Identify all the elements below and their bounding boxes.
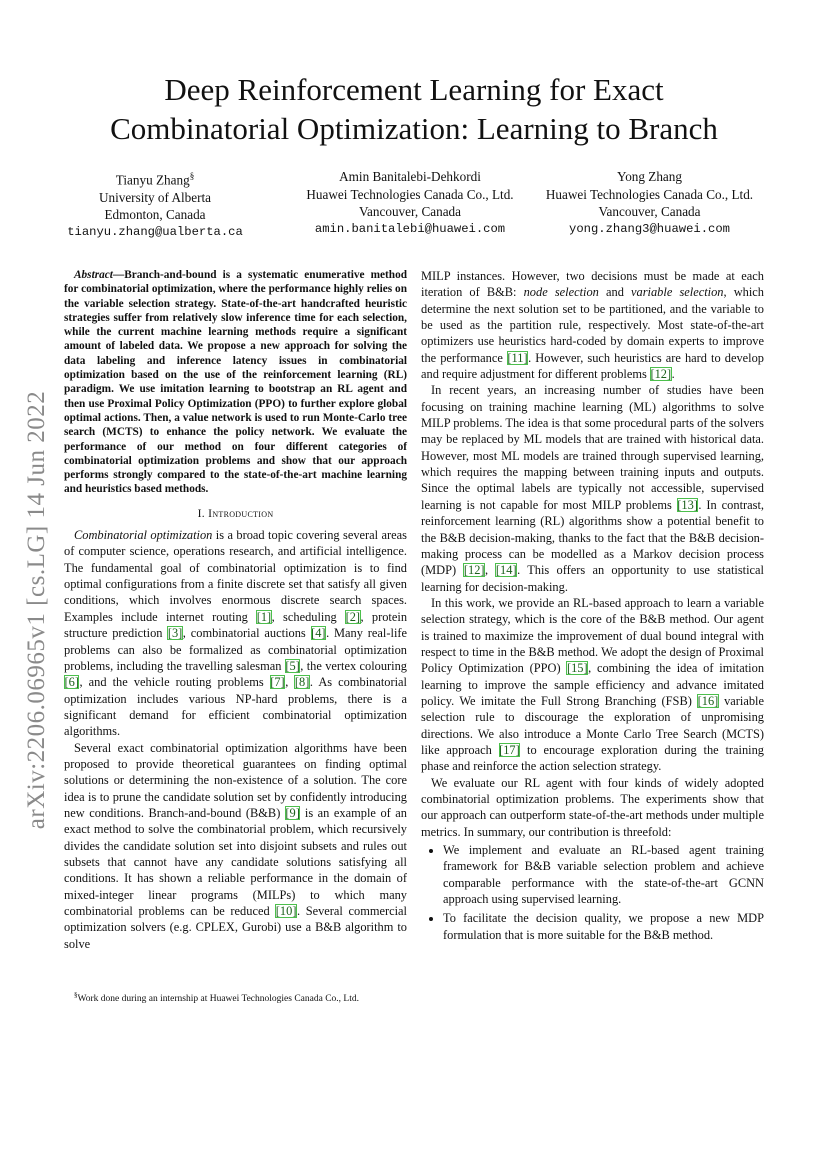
citation-link[interactable]: [10] xyxy=(275,904,297,918)
title-line-2: Combinatorial Optimization: Learning to Branch xyxy=(110,111,718,146)
left-column xyxy=(64,268,407,952)
abstract-text: —Branch-and-bound is a systematic enumerative method for combinatorial optimization, where the performance highly relies on the variable selection strategy. State-of-the-art handcrafted heuristic strategies suffer from relatively slow inference time for each selection, while the current machine learning methods require a significant amount of labeled data. We propose a new approach for solving the data labeling and inference latency issues in combinatorial optimization based on the use of the reinforcement learning (RL) paradigm. We use imitation learning to bootstrap an RL agent and then use Proximal Policy Optimization (PPO) to further explore global optimal actions. Then, a value network is used to run Monte-Carlo tree search (MCTS) to enhance the policy network. We evaluate the performance of our method on four different categories of combinatorial optimization problems and show that our approach performs strongly compared to the state-of-the-art machine learning and heuristics based methods. xyxy=(64,269,407,496)
intro-paragraph-4: In recent years, an increasing number of studies have been focusing on training machine learning (ML) algorithms to solve MILP problems. The idea is that some procedural parts of the solvers may be replaced by ML models that are trained with historical data. However, most ML models are trained through supervised learning, which requires the mapping between training inputs and outputs. Since the optimal labels are typically not accessible, supervised learning is not capable for most MILP problems [13]. In contrast, reinforcement learning (RL) algorithms show a potential benefit to the B&B decision-making, thanks to the fact that the B&B decision-making process can be modelled as a Markov decision process (MDP) [12], [14]. This offers an opportunity to use statistical learning for decision-making. xyxy=(421,383,765,594)
intro-paragraph-6: We evaluate our RL agent with four kinds of widely adopted combinatorial optimization problems. The experiments show that our approach can outperform state-of-the-art methods under multiple metrics. In summary, our contribution is threefold: xyxy=(421,775,764,839)
citation-link[interactable]: [9] xyxy=(285,805,300,820)
citation-link[interactable]: [3] xyxy=(167,626,183,641)
footnote-text: Work done during an internship at Huawei Technologies Canada Co., Ltd. xyxy=(77,994,359,1005)
citation-link[interactable]: [7] xyxy=(270,675,285,690)
author-email[interactable]: tianyu.zhang@ualberta.ca xyxy=(67,224,243,239)
citation-link[interactable]: [17] xyxy=(499,742,520,757)
author-location: Vancouver, Canada xyxy=(359,204,461,219)
author-affiliation: Huawei Technologies Canada Co., Ltd. xyxy=(306,186,514,202)
author-name: Yong Zhang xyxy=(617,169,682,184)
citation-link[interactable]: [12] xyxy=(650,367,672,382)
section-heading: I. Introduction xyxy=(197,506,274,520)
citation-link[interactable]: [11] xyxy=(507,350,528,365)
footnote-mark: § xyxy=(74,991,78,999)
citation-link[interactable]: [14] xyxy=(495,563,517,578)
arxiv-stamp: arXiv:2206.06965v1 [cs.LG] 14 Jun 2022 xyxy=(23,390,50,830)
author-1 xyxy=(30,168,280,241)
citation-link[interactable]: [8] xyxy=(294,675,310,690)
citation-link[interactable]: [16] xyxy=(697,693,719,708)
paper-title xyxy=(60,70,768,148)
contribution-list xyxy=(421,842,764,943)
citation-link[interactable]: [4] xyxy=(311,626,326,641)
author-2 xyxy=(275,168,545,238)
author-3 xyxy=(517,168,782,238)
author-affiliation: Huawei Technologies Canada Co., Ltd. xyxy=(545,186,754,202)
author-name: Amin Banitalebi-Dehkordi xyxy=(339,169,481,184)
list-item: • To facilitate the decision quality, we propose a new MDP formulation that is more suitable for the B&B method. xyxy=(443,910,764,943)
footnote xyxy=(64,989,407,1005)
abstract-label: Abstract xyxy=(74,269,113,281)
author-location: Edmonton, Canada xyxy=(104,207,206,223)
intro-paragraph-2: Several exact combinatorial optimization algorithms have been proposed to provide theoretical guarantees on finding optimal solutions or determining the non-existence of a solution. The core idea is to prune the candidate solution set by confidently introducing new conditions. Branch-and-bound (B&B) [9] is an example of an exact method to solve the combinatorial problem, which recursively divides the candidate solution set into disjoint subsets and rules out subsets that cannot have any candidate solutions satisfying all conditions. It has shown a reliable performance in the domain of mixed-integer linear programs (MILPs) to which many combinatorial problems can be reduced [10]. Several commercial optimization solvers (e.g. CPLEX, Gurobi) use a B&B algorithm to solve xyxy=(64,740,408,951)
intro-paragraph-3: MILP instances. However, two decisions must be made at each iteration of B&B: node selection and variable selection, which determine the next solution set to be partitioned, and the variable to be used as the partition rule, respectively. Most state-of-the-art optimizers use heuristics hard-coded by domain experts to improve the performance [11]. However, such heuristics are hard to develop and require adjustment for different problems [12]. xyxy=(421,269,765,382)
author-email[interactable]: amin.banitalebi@huawei.com xyxy=(314,221,506,236)
abstract xyxy=(64,268,407,497)
list-item: • We implement and evaluate an RL-based agent training framework for B&B variable selection problem and achieve comparable performance with the state-of-the-art GCNN approach using supervised learning. xyxy=(443,842,764,907)
citation-link[interactable]: [1] xyxy=(256,609,272,624)
citation-link[interactable]: [13] xyxy=(677,497,698,512)
intro-paragraph-5: In this work, we provide an RL-based approach to learn a variable selection strategy, which is the core of the B&B method. Our agent is trained to maximize the improvement of dual bound integral with respect to time in the B&B method. We adopt the design of Proximal Policy Optimization (PPO) [15], combining the idea of imitation learning to improve the sample efficiency and advance imitated policy. We imitate the Full Strong Branching (FSB) [16] variable selection rule to discourage the exploration of unpromising directions. We also introduce a Monte Carlo Tree Search (MCTS) like approach [17] to encourage exploration during the training phase and reinforce the action selection strategy. xyxy=(421,595,765,774)
title-line-1: Deep Reinforcement Learning for Exact xyxy=(164,72,664,107)
author-affiliation: University of Alberta xyxy=(98,189,212,205)
author-footnote-mark: § xyxy=(189,171,195,181)
citation-link[interactable]: [12] xyxy=(463,563,485,578)
intro-paragraph-1: Combinatorial optimization is a broad topic covering several areas of computer science, operations research, and artificial intelligence. The fundamental goal of combinatorial optimization is to find optimal configurations from a finite discrete set that satisfy all given conditions, which involves enormous discrete search spaces. Examples include internet routing [1], scheduling [2], protein structure prediction [3], combinatorial auctions [4]. Many real-life problems can also be formalized as combinatorial optimization problems, including the travelling salesman [5], the vertex colouring [6], and the vehicle routing problems [7], [8]. As combinatorial optimization includes various NP-hard problems, there is a significant demand for efficient combinatorial optimization algorithms. xyxy=(64,528,408,739)
citation-link[interactable]: [6] xyxy=(64,675,79,690)
author-email[interactable]: yong.zhang3@huawei.com xyxy=(569,221,730,236)
citation-link[interactable]: [2] xyxy=(345,609,361,624)
citation-link[interactable]: [15] xyxy=(566,661,588,676)
right-column xyxy=(421,268,764,946)
citation-link[interactable]: [5] xyxy=(285,658,300,673)
author-location: Vancouver, Canada xyxy=(598,204,701,219)
author-name: Tianyu Zhang xyxy=(115,172,190,188)
